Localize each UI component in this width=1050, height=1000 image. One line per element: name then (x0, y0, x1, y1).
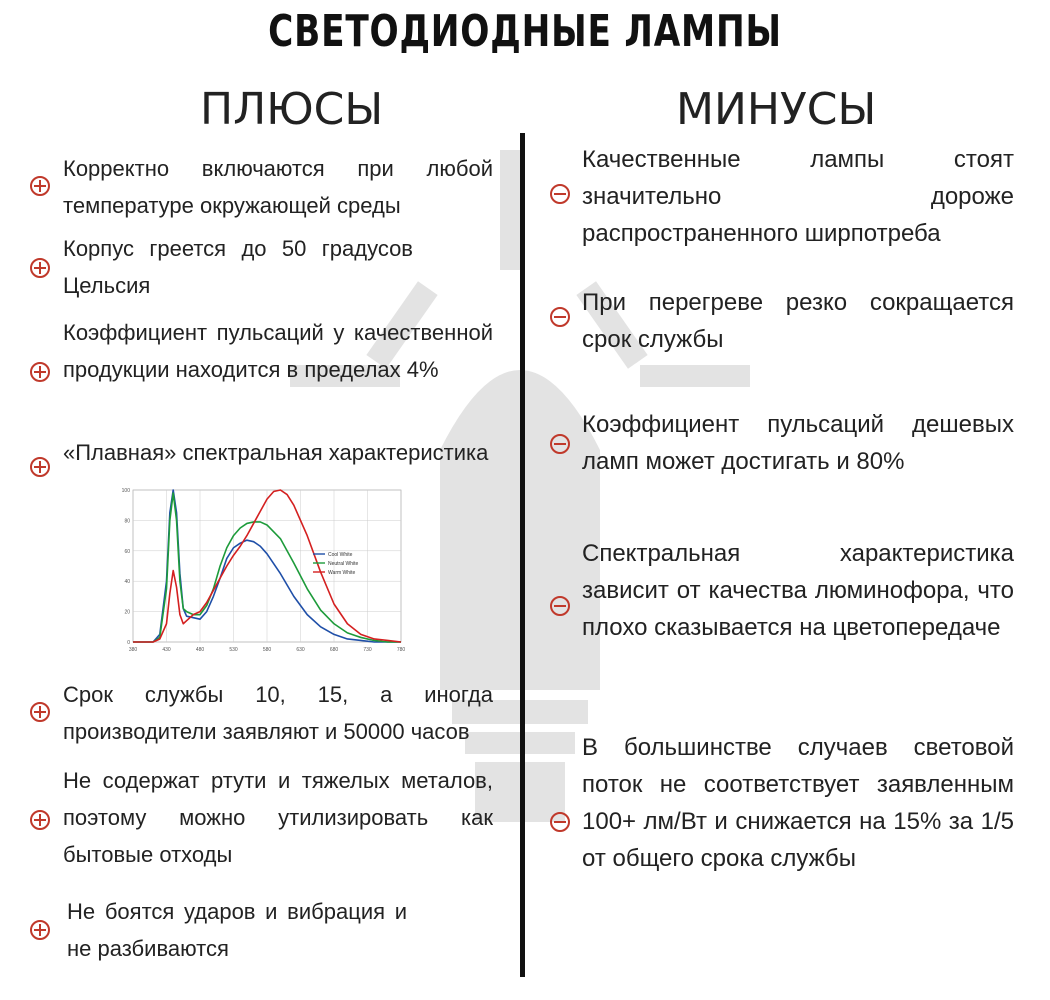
x-tick-label: 680 (329, 647, 339, 653)
pros-heading: ПЛЮСЫ (200, 84, 384, 135)
y-tick-label: 80 (124, 518, 130, 525)
cons-heading: МИНУСЫ (676, 84, 877, 135)
cons-item: В большинстве случаев световой поток не соответствует заявленным 100+ лм/Вт и снижается на 15% за 1/5 от общего срока службы (582, 734, 1014, 872)
x-tick-label: 380 (128, 647, 138, 653)
x-tick-label: 530 (229, 647, 238, 653)
minus-circle-icon (550, 596, 570, 616)
x-tick-label: 480 (195, 647, 205, 653)
pros-item: Срок службы 10, 15, а иногда производители заявляют и 50000 часов (63, 682, 493, 744)
plus-circle-icon (30, 176, 50, 196)
cons-item: Качественные лампы стоят значительно дороже распространенного ширпотреба (582, 146, 1014, 247)
spectrum-chart (113, 482, 413, 662)
minus-circle-icon (550, 434, 570, 454)
minus-circle-icon (550, 812, 570, 832)
pros-item: «Плавная» спектральная характеристика (63, 440, 489, 465)
y-tick-label: 20 (124, 609, 130, 616)
pros-item: Корпус греется до 50 градусов Цельсия (63, 236, 413, 298)
plus-circle-icon (30, 258, 50, 278)
x-tick-label: 430 (162, 647, 171, 653)
pros-item: Коэффициент пульсаций у качественной продукции находится в пределах 4% (63, 320, 493, 382)
legend-label: Cool White (328, 552, 353, 558)
minus-circle-icon (550, 184, 570, 204)
page-title: СВЕТОДИОДНЫЕ ЛАМПЫ (268, 6, 782, 57)
cons-item: Спектральная характеристика зависит от качества люминофора, что плохо сказывается на цветопередаче (582, 540, 1014, 641)
x-tick-label: 730 (363, 647, 372, 653)
pros-item: Не содержат ртути и тяжелых металов, поэтому можно утилизировать как бытовые отходы (63, 768, 493, 867)
x-tick-label: 580 (262, 647, 272, 653)
plus-circle-icon (30, 810, 50, 830)
plus-circle-icon (30, 920, 50, 940)
y-tick-label: 40 (124, 579, 130, 586)
minus-circle-icon (550, 307, 570, 327)
x-tick-label: 780 (396, 647, 406, 653)
column-divider (520, 133, 525, 977)
y-tick-label: 100 (121, 488, 130, 494)
y-tick-label: 60 (124, 548, 130, 555)
legend-label: Warm White (328, 570, 356, 576)
plus-circle-icon (30, 362, 50, 382)
plus-circle-icon (30, 702, 50, 722)
pros-item: Корректно включаются при любой температуре окружающей среды (63, 156, 493, 218)
cons-item: Коэффициент пульсаций дешевых ламп может достигать и 80% (582, 411, 1014, 475)
x-tick-label: 630 (296, 647, 305, 653)
plus-circle-icon (30, 457, 50, 477)
legend-label: Neutral White (328, 561, 359, 567)
pros-item: Не боятся ударов и вибрация и не разбиваются (67, 899, 407, 961)
cons-item: При перегреве резко сокращается срок службы (582, 289, 1014, 353)
y-tick-label: 0 (127, 640, 130, 646)
